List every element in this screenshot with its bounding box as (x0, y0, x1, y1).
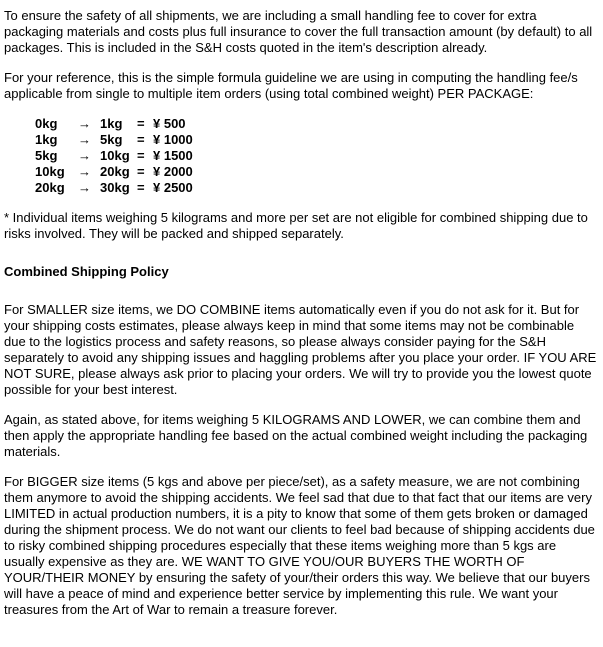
fee-from-weight: 5kg (35, 148, 58, 163)
arrow-right-icon: → (78, 132, 91, 147)
arrow-right-icon: → (78, 164, 91, 179)
fee-table-row (35, 148, 597, 164)
intro-paragraph-formula-guideline: For your reference, this is the simple formula guideline we are using in computing the handling fee/s applicable from single to multiple item orders (using total combined weight) PER PACKAGE: (4, 70, 578, 101)
equals-sign: = (137, 148, 145, 163)
fee-to-weight: 5kg (100, 132, 123, 147)
combined-shipping-exclusion-note: * Individual items weighing 5 kilograms and more per set are not eligible for combined shipping due to risks involved. They will be packed and shipped separately. (4, 210, 588, 241)
fee-to-weight: 30kg (100, 180, 130, 195)
fee-to-weight: 20kg (100, 164, 130, 179)
fee-price: ¥ 2500 (153, 180, 193, 195)
fee-to-weight: 10kg (100, 148, 130, 163)
fee-from-weight: 10kg (35, 164, 65, 179)
fee-to-weight: 1kg (100, 116, 123, 131)
fee-table-row (35, 180, 597, 196)
equals-sign: = (137, 116, 145, 131)
policy-paragraph-bigger-items: For BIGGER size items (5 kgs and above per piece/set), as a safety measure, we are not combining them anymore to avoid the shipping accidents. We feel sad that due to that fact that our items are very LIMITED in actual production numbers, it is a pity to know that some of them gets broken or damaged during the shipment process. We do not want our clients to feel bad because of shipping accidents due to risky combined shipping procedures especially that these items weighing more than 5 kgs are usually expensive as they are. WE WANT TO GIVE YOU/OUR BUYERS THE WORTH OF YOUR/THEIR MONEY by ensuring the safety of your/their orders this way. We believe that our buyers will have a peace of mind and experience better service by implementing this rule. We want your treasures from the Art of War to remain a treasure forever. (4, 474, 595, 617)
section-heading-combined-shipping-policy: Combined Shipping Policy (4, 264, 169, 279)
intro-paragraph-handling-fee: To ensure the safety of all shipments, we are including a small handling fee to cover for extra packaging materials and costs plus full insurance to cover the full transaction amount (by default) to all packages. This is included in the S&H costs quoted in the item's description already. (4, 8, 593, 55)
fee-table-row (35, 116, 597, 132)
handling-fee-table (4, 116, 597, 196)
equals-sign: = (137, 180, 145, 195)
equals-sign: = (137, 164, 145, 179)
fee-price: ¥ 2000 (153, 164, 193, 179)
fee-table-row (35, 164, 597, 180)
policy-paragraph-smaller-items: For SMALLER size items, we DO COMBINE items automatically even if you do not ask for it. But for your shipping costs estimates, please always keep in mind that some items may not be combinable due to the logistics process and safety reasons, so please always consider paying for the S&H separately to avoid any shipping issues and haggling problems after you place your order. IF YOU ARE NOT SURE, please always ask prior to placing your orders. We will try to provide you the lowest quote possible for your best interest. (4, 302, 597, 397)
fee-from-weight: 1kg (35, 132, 58, 147)
fee-from-weight: 0kg (35, 116, 58, 131)
fee-price: ¥ 500 (153, 116, 186, 131)
fee-price: ¥ 1500 (153, 148, 193, 163)
fee-table-row (35, 132, 597, 148)
arrow-right-icon: → (78, 116, 91, 131)
policy-paragraph-five-kg-and-lower: Again, as stated above, for items weighing 5 KILOGRAMS AND LOWER, we can combine them and then apply the appropriate handling fee based on the actual combined weight including the packaging materials. (4, 412, 588, 459)
fee-price: ¥ 1000 (153, 132, 193, 147)
equals-sign: = (137, 132, 145, 147)
arrow-right-icon: → (78, 148, 91, 163)
arrow-right-icon: → (78, 180, 91, 195)
fee-from-weight: 20kg (35, 180, 65, 195)
